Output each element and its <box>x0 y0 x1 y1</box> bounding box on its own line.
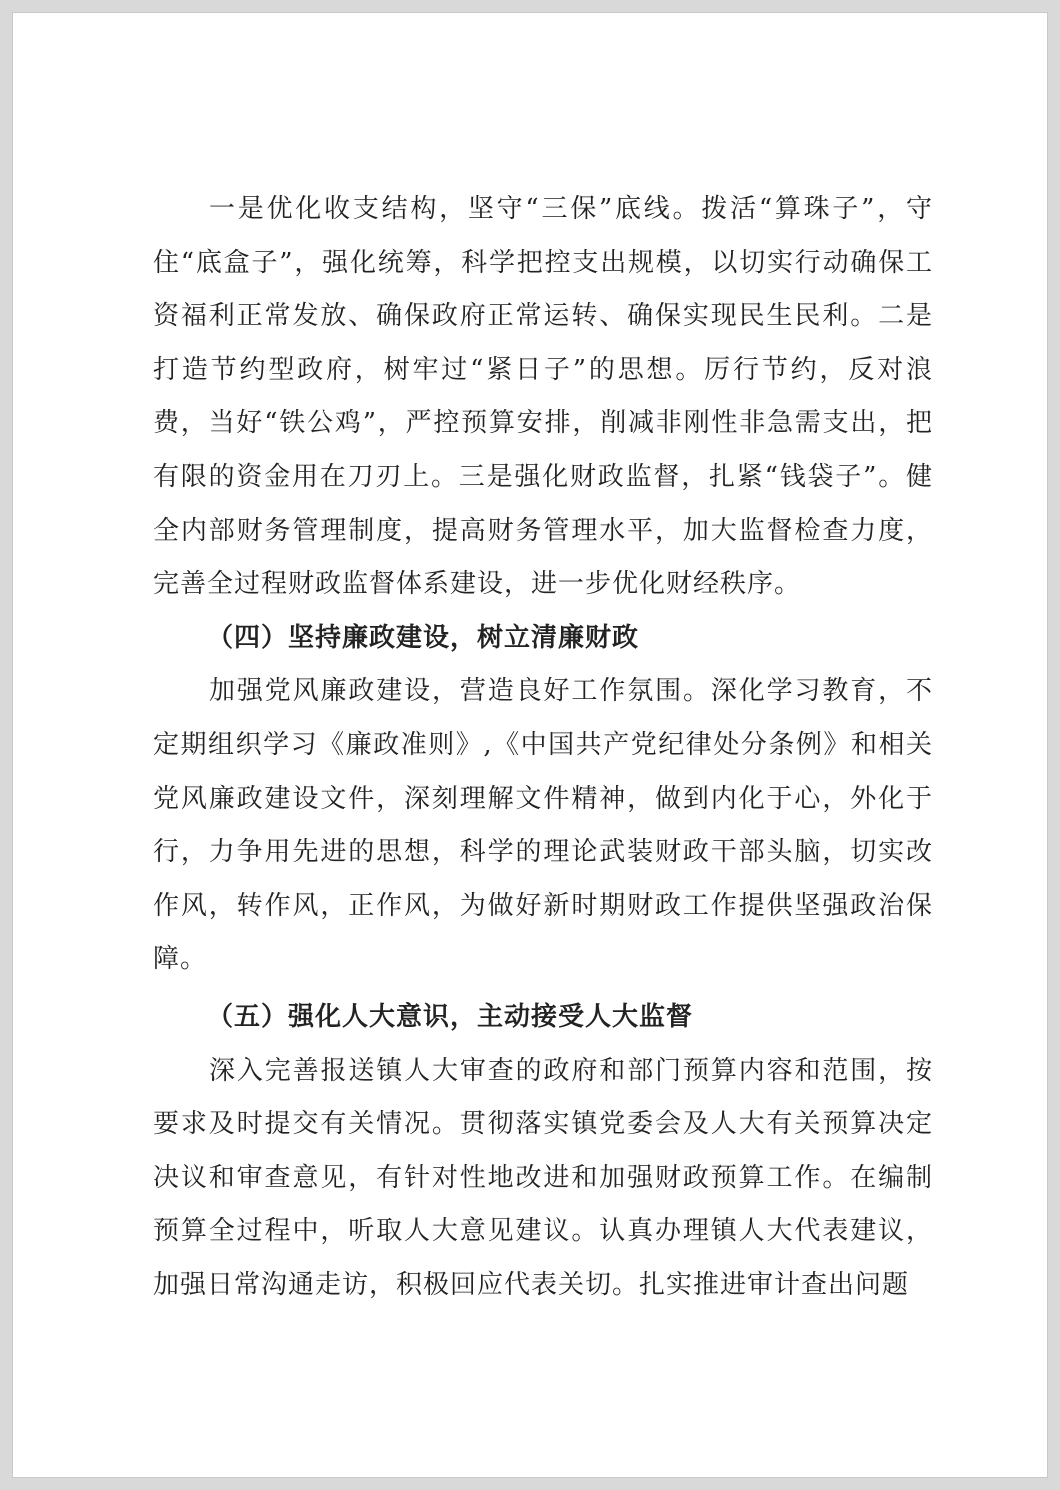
paragraph-integrity-building: 加强党风廉政建设，营造良好工作氛围。深化学习教育，不定期组织学习《廉政准则》,《中国共产党纪律处分条例》和相关党风廉政建设文件，深刻理解文件精神，做到内化于心，外化于行，力争用先进的思想，科学的理论武装财政干部头脑，切实改作风，转作风，正作风，为做好新时期财政工作提供坚强政治保障。 <box>153 676 933 975</box>
section-heading-five: （五）强化人大意识，主动接受人大监督 <box>207 1001 694 1032</box>
paragraph-fiscal-structure: 一是优化收支结构，坚守“三保”底线。拨活“算珠子”，守住“底盒子”，强化统筹，科学把控支出规模，以切实行动确保工资福利正常发放、确保政府正常运转、确保实现民生民利。二是打造节约型政府，树牢过“紧日子”的思想。厉行节约，反对浪费，当好“铁公鸡”，严控预算安排，削减非刚性非急需支出，把有限的资金用在刀刃上。三是强化财政监督，扎紧“钱袋子”。健全内部财务管理制度，提高财务管理水平，加大监督检查力度，完善全过程财政监督体系建设，进一步优化财经秩序。 <box>153 194 933 600</box>
section-heading-four: （四）坚持廉政建设，树立清廉财政 <box>207 622 640 653</box>
document-body <box>153 183 933 1312</box>
document-page <box>12 12 1048 1478</box>
paragraph-npc-supervision: 深入完善报送镇人大审查的政府和部门预算内容和范围，按要求及时提交有关情况。贯彻落实镇党委会及人大有关预算决定决议和审查意见，有针对性地改进和加强财政预算工作。在编制预算全过程中，听取人大意见建议。认真办理镇人大代表建议，加强日常沟通走访，积极回应代表关切。扎实推进审计查出问题 <box>153 1055 933 1300</box>
